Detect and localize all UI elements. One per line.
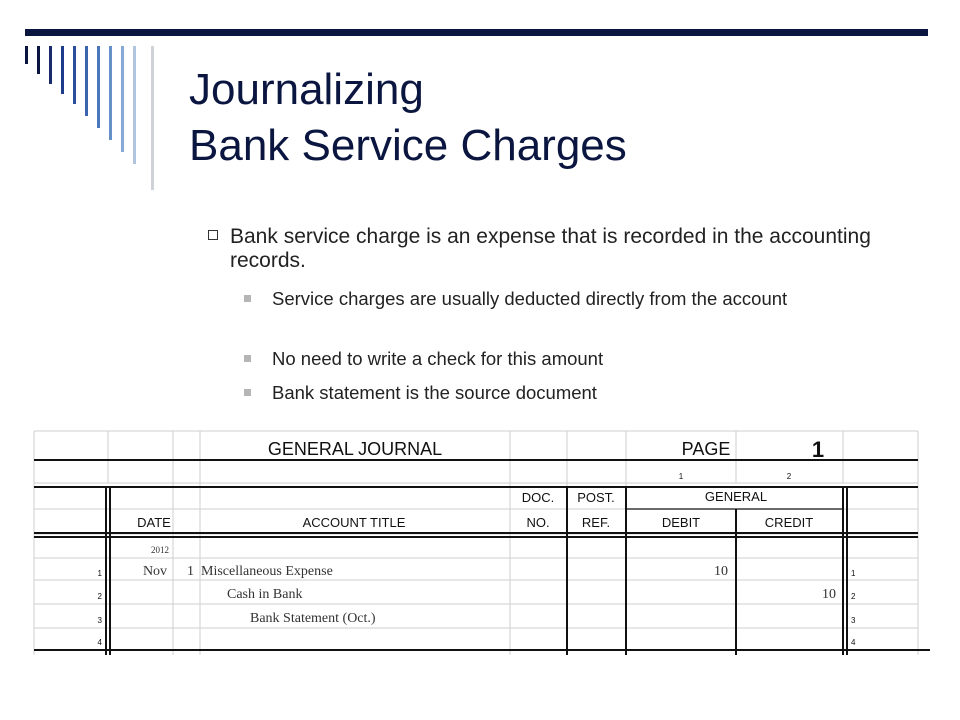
entry-account: Bank Statement (Oct.) xyxy=(250,611,376,626)
row-number-right: 3 xyxy=(851,616,856,625)
sub-bullet-text: Bank statement is the source document xyxy=(272,382,597,403)
sub-bullet-text: Service charges are usually deducted directly from the account xyxy=(272,288,788,309)
column-number: 1 xyxy=(678,472,684,481)
entry-day: 1 xyxy=(187,564,194,579)
header-general: GENERAL xyxy=(704,489,768,504)
header-date: DATE xyxy=(137,515,171,530)
header-doc-no: NO. xyxy=(526,515,550,530)
sub-bullet-text: No need to write a check for this amount xyxy=(272,348,604,369)
journal-title: GENERAL JOURNAL xyxy=(267,439,443,459)
header-debit: DEBIT xyxy=(661,515,701,530)
column-number: 2 xyxy=(786,472,792,481)
page-label: PAGE xyxy=(681,439,731,459)
row-number-right: 2 xyxy=(851,592,856,601)
main-bullet-text: Bank service charge is an expense that is recorded in the accounting records. xyxy=(230,225,871,272)
grid-thin xyxy=(34,431,918,655)
row-number: 4 xyxy=(97,638,102,647)
entry-credit: 10 xyxy=(822,587,836,602)
header-doc: DOC. xyxy=(521,490,555,505)
header-post: POST. xyxy=(577,490,615,505)
row-number-right: 4 xyxy=(851,638,856,647)
header-post-ref: REF. xyxy=(581,515,611,530)
entry-debit: 10 xyxy=(714,564,728,579)
title-line-1: Journalizing xyxy=(189,65,424,114)
entry-account: Miscellaneous Expense xyxy=(201,564,333,579)
row-number-right: 1 xyxy=(851,569,856,578)
entry-account: Cash in Bank xyxy=(227,587,303,602)
row-number: 3 xyxy=(97,616,102,625)
title-line-2: Bank Service Charges xyxy=(189,121,627,170)
header-credit: CREDIT xyxy=(764,515,814,530)
year: 2012 xyxy=(151,545,169,555)
row-number: 1 xyxy=(97,569,102,578)
header-account-title: ACCOUNT TITLE xyxy=(302,515,406,530)
page-number: 1 xyxy=(811,437,825,462)
row-number: 2 xyxy=(97,592,102,601)
entry-month: Nov xyxy=(142,564,168,579)
